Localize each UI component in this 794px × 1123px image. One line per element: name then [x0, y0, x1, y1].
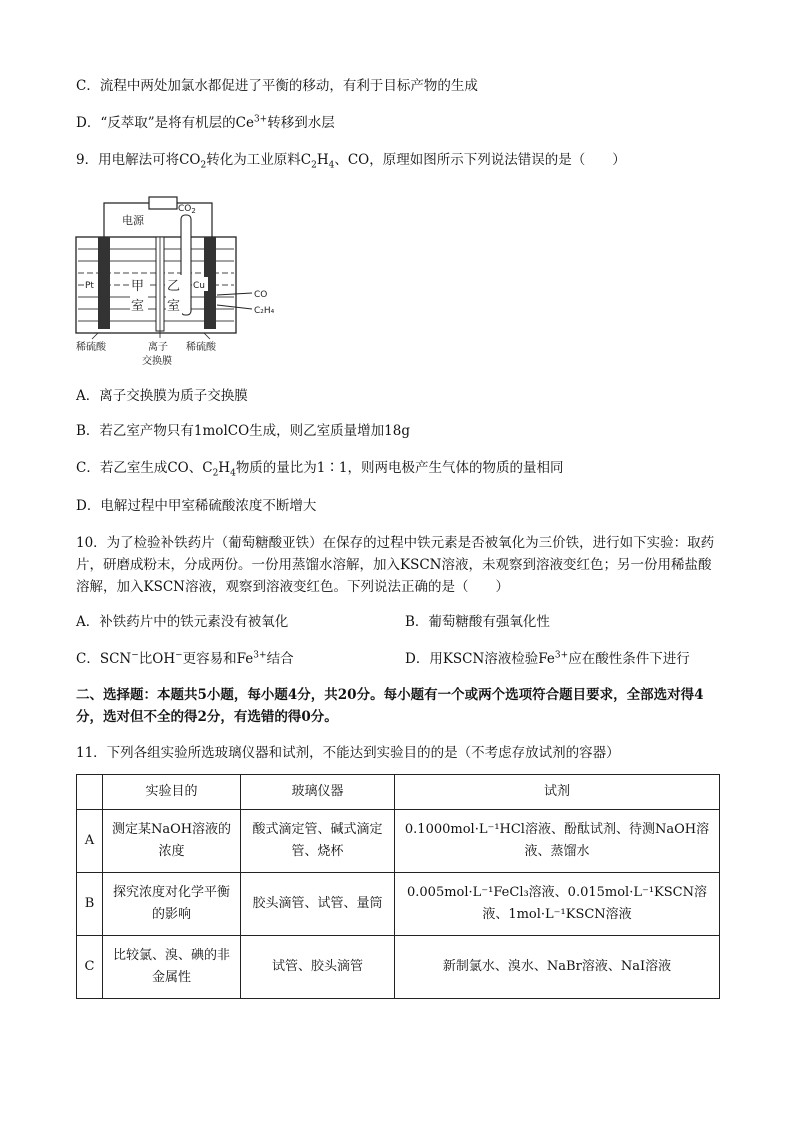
membrane-label: 离子 — [148, 342, 168, 353]
table-header-cell: 实验目的 — [103, 775, 241, 810]
option-c-q9: C．若乙室生成CO、$C_2H_4$物质的量比为1∶1，则两电极产生气体的物质的量相同 — [76, 460, 564, 479]
row-label: B — [77, 873, 103, 936]
option-c-q10: C．SCN−比OH−更容易和$Fe^{3+}$结合 — [76, 650, 294, 667]
option-a-q9: A．离子交换膜为质子交换膜 — [76, 388, 248, 404]
table-header-cell: 试剂 — [395, 775, 720, 810]
question-11-table — [76, 774, 720, 999]
option-b-q10: B．葡萄糖酸有强氧化性 — [405, 614, 550, 630]
table-header-cell — [77, 775, 103, 810]
electrolysis-diagram — [74, 193, 284, 368]
row-label: C — [77, 936, 103, 999]
option-d-q8: D．“反萃取”是将有机层的$Ce^{3+}$转移到水层 — [76, 114, 335, 131]
question-10-stem: 10．为了检验补铁药片（葡萄糖酸亚铁）在保存的过程中铁元素是否被氧化为三价铁，进行如下实验：取药片，研磨成粉末，分成两份。一份用蒸馏水溶解，加入KSCN溶液，未观察到溶液变红色；另一份用稀盐酸溶解，加入KSCN溶液，观察到溶液变红色。下列说法正确的是（ ） — [76, 535, 715, 595]
co2-label: $CO_2$ — [178, 204, 196, 215]
option-d-q9: D．电解过程中甲室稀硫酸浓度不断增大 — [76, 498, 317, 514]
table-row — [77, 810, 720, 873]
section-2-heading: 二、选择题：本题共5小题，每小题4分，共20分。每小题有一个或两个选项符合题目要求，全部选对得4分，选对但不全的得2分，有选错的得0分。 — [76, 687, 704, 725]
reagent-cell: 0.005mol·L⁻¹FeCl₃溶液、0.015mol·L⁻¹KSCN溶液、1mol·L⁻¹KSCN溶液 — [395, 873, 720, 936]
table-header-row — [77, 775, 720, 810]
question-11-stem: 11．下列各组实验所选玻璃仪器和试剂，不能达到实验目的的是（不考虑存放试剂的容器） — [76, 745, 620, 761]
room-jia-label: 甲 — [131, 279, 145, 294]
glassware-cell: 胶头滴管、试管、量筒 — [241, 873, 395, 936]
glassware-cell: 酸式滴定管、碱式滴定管、烧杯 — [241, 810, 395, 873]
option-c-q8: C．流程中两处加氯水都促进了平衡的移动，有利于目标产物的生成 — [76, 78, 478, 94]
svg-text:交换膜: 交换膜 — [142, 356, 172, 367]
option-a-q10: A．补铁药片中的铁元素没有被氧化 — [76, 614, 289, 630]
reagent-cell: 新制氯水、溴水、NaBr溶液、NaI溶液 — [395, 936, 720, 999]
cu-label: Cu — [193, 281, 205, 291]
row-label: A — [77, 810, 103, 873]
c2h4-output-label: C₂H₄ — [254, 306, 275, 316]
svg-text:室: 室 — [131, 299, 145, 314]
pt-label: Pt — [85, 281, 94, 291]
question-9-stem: 9．用电解法可将$CO_2$转化为工业原料$C_2H_4$、CO，原理如图所示下列说法错误的是（ ） — [76, 152, 626, 171]
room-yi-label: 乙 — [167, 279, 181, 294]
option-b-q9: B．若乙室产物只有1molCO生成，则乙室质量增加18g — [76, 423, 410, 439]
power-label: 电源 — [122, 214, 144, 227]
purpose-cell: 比较氯、溴、碘的非金属性 — [103, 936, 241, 999]
reagent-cell: 0.1000mol·L⁻¹HCl溶液、酚酞试剂、待测NaOH溶液、蒸馏水 — [395, 810, 720, 873]
purpose-cell: 探究浓度对化学平衡的影响 — [103, 873, 241, 936]
pt-electrode — [98, 237, 110, 329]
glassware-cell: 试管、胶头滴管 — [241, 936, 395, 999]
right-acid-label: 稀硫酸 — [186, 342, 216, 353]
left-acid-label: 稀硫酸 — [76, 342, 106, 353]
co2-inlet-tube — [181, 215, 191, 315]
purpose-cell: 测定某NaOH溶液的浓度 — [103, 810, 241, 873]
power-source — [149, 197, 177, 209]
table-header-cell: 玻璃仪器 — [241, 775, 395, 810]
option-d-q10: D．用KSCN溶液检验$Fe^{3+}$应在酸性条件下进行 — [405, 650, 690, 667]
svg-text:室: 室 — [167, 299, 181, 314]
table-row — [77, 936, 720, 999]
co-output-label: CO — [254, 290, 268, 300]
table-row — [77, 873, 720, 936]
